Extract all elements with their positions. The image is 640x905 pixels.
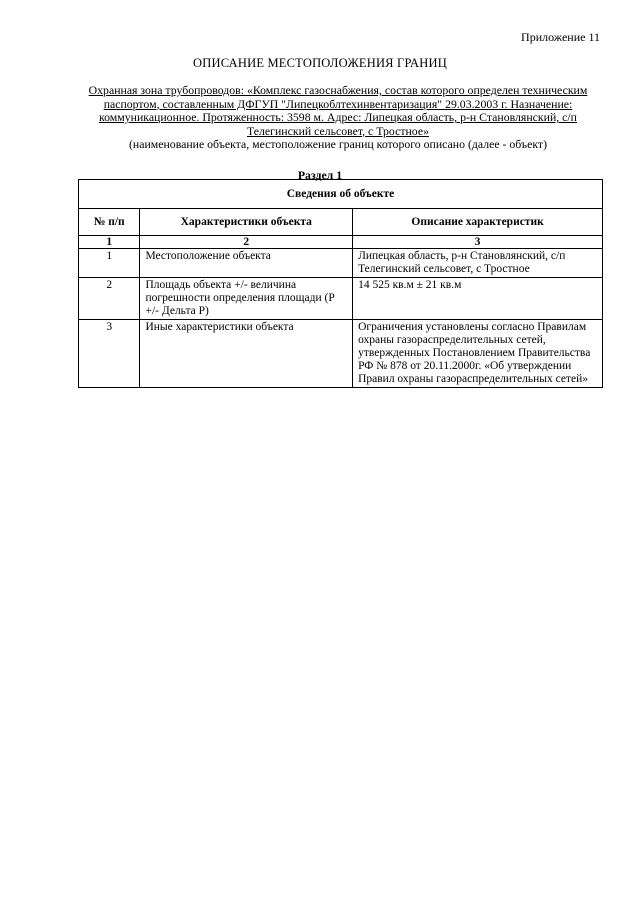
row-description: Ограничения установлены согласно Правилам охраны газораспределительных сетей, утвержденных Постановлением Правительства РФ № 878 от 20.11.2000г. «Об утверждении Правил охраны газораспределительных сетей» — [353, 320, 603, 388]
column-header-description: Описание характеристик — [353, 209, 603, 236]
column-number-2: 2 — [140, 236, 353, 249]
row-characteristic: Местоположение объекта — [140, 249, 353, 278]
column-number-3: 3 — [353, 236, 603, 249]
table-row — [79, 320, 603, 388]
object-info-table — [78, 179, 603, 388]
table-heading: Сведения об объекте — [79, 180, 603, 209]
row-num: 2 — [79, 278, 140, 320]
object-line-1: Охранная зона трубопроводов: «Комплекс газоснабжения, состав которого определен техническим — [88, 83, 588, 97]
table-row — [79, 278, 603, 320]
document-title: ОПИСАНИЕ МЕСТОПОЛОЖЕНИЯ ГРАНИЦ — [193, 56, 447, 70]
row-description: Липецкая область, р-н Становлянский, с/п Телегинский сельсовет, с Тростное — [353, 249, 603, 278]
column-number-row — [79, 236, 603, 249]
appendix-label: Приложение 11 — [521, 30, 600, 44]
table-heading-row — [79, 180, 603, 209]
table-row — [79, 249, 603, 278]
row-num: 1 — [79, 249, 140, 278]
column-number-1: 1 — [79, 236, 140, 249]
row-characteristic: Площадь объекта +/- величина погрешности определения площади (Р +/- Дельта Р) — [140, 278, 353, 320]
object-description — [80, 84, 596, 152]
section-title: Раздел 1 — [297, 168, 343, 182]
object-line-4: Телегинский сельсовет, с Тростное» — [247, 123, 429, 138]
object-line-2: паспортом, составленным ДФГУП "Липецкоблтехинвентаризация" 29.03.2003 г. Назначение: — [103, 96, 573, 111]
column-header-characteristic: Характеристики объекта — [140, 209, 353, 236]
column-header-num: № п/п — [79, 209, 140, 236]
row-characteristic: Иные характеристики объекта — [140, 320, 353, 388]
object-line-3: коммуникационное. Протяженность: 3598 м. Адрес: Липецкая область, р-н Становлянский, с/п — [99, 110, 577, 124]
table-header-row — [79, 209, 603, 236]
row-num: 3 — [79, 320, 140, 388]
row-description: 14 525 кв.м ± 21 кв.м — [353, 278, 603, 320]
object-caption: (наименование объекта, местоположение границ которого описано (далее - объект) — [128, 137, 548, 151]
